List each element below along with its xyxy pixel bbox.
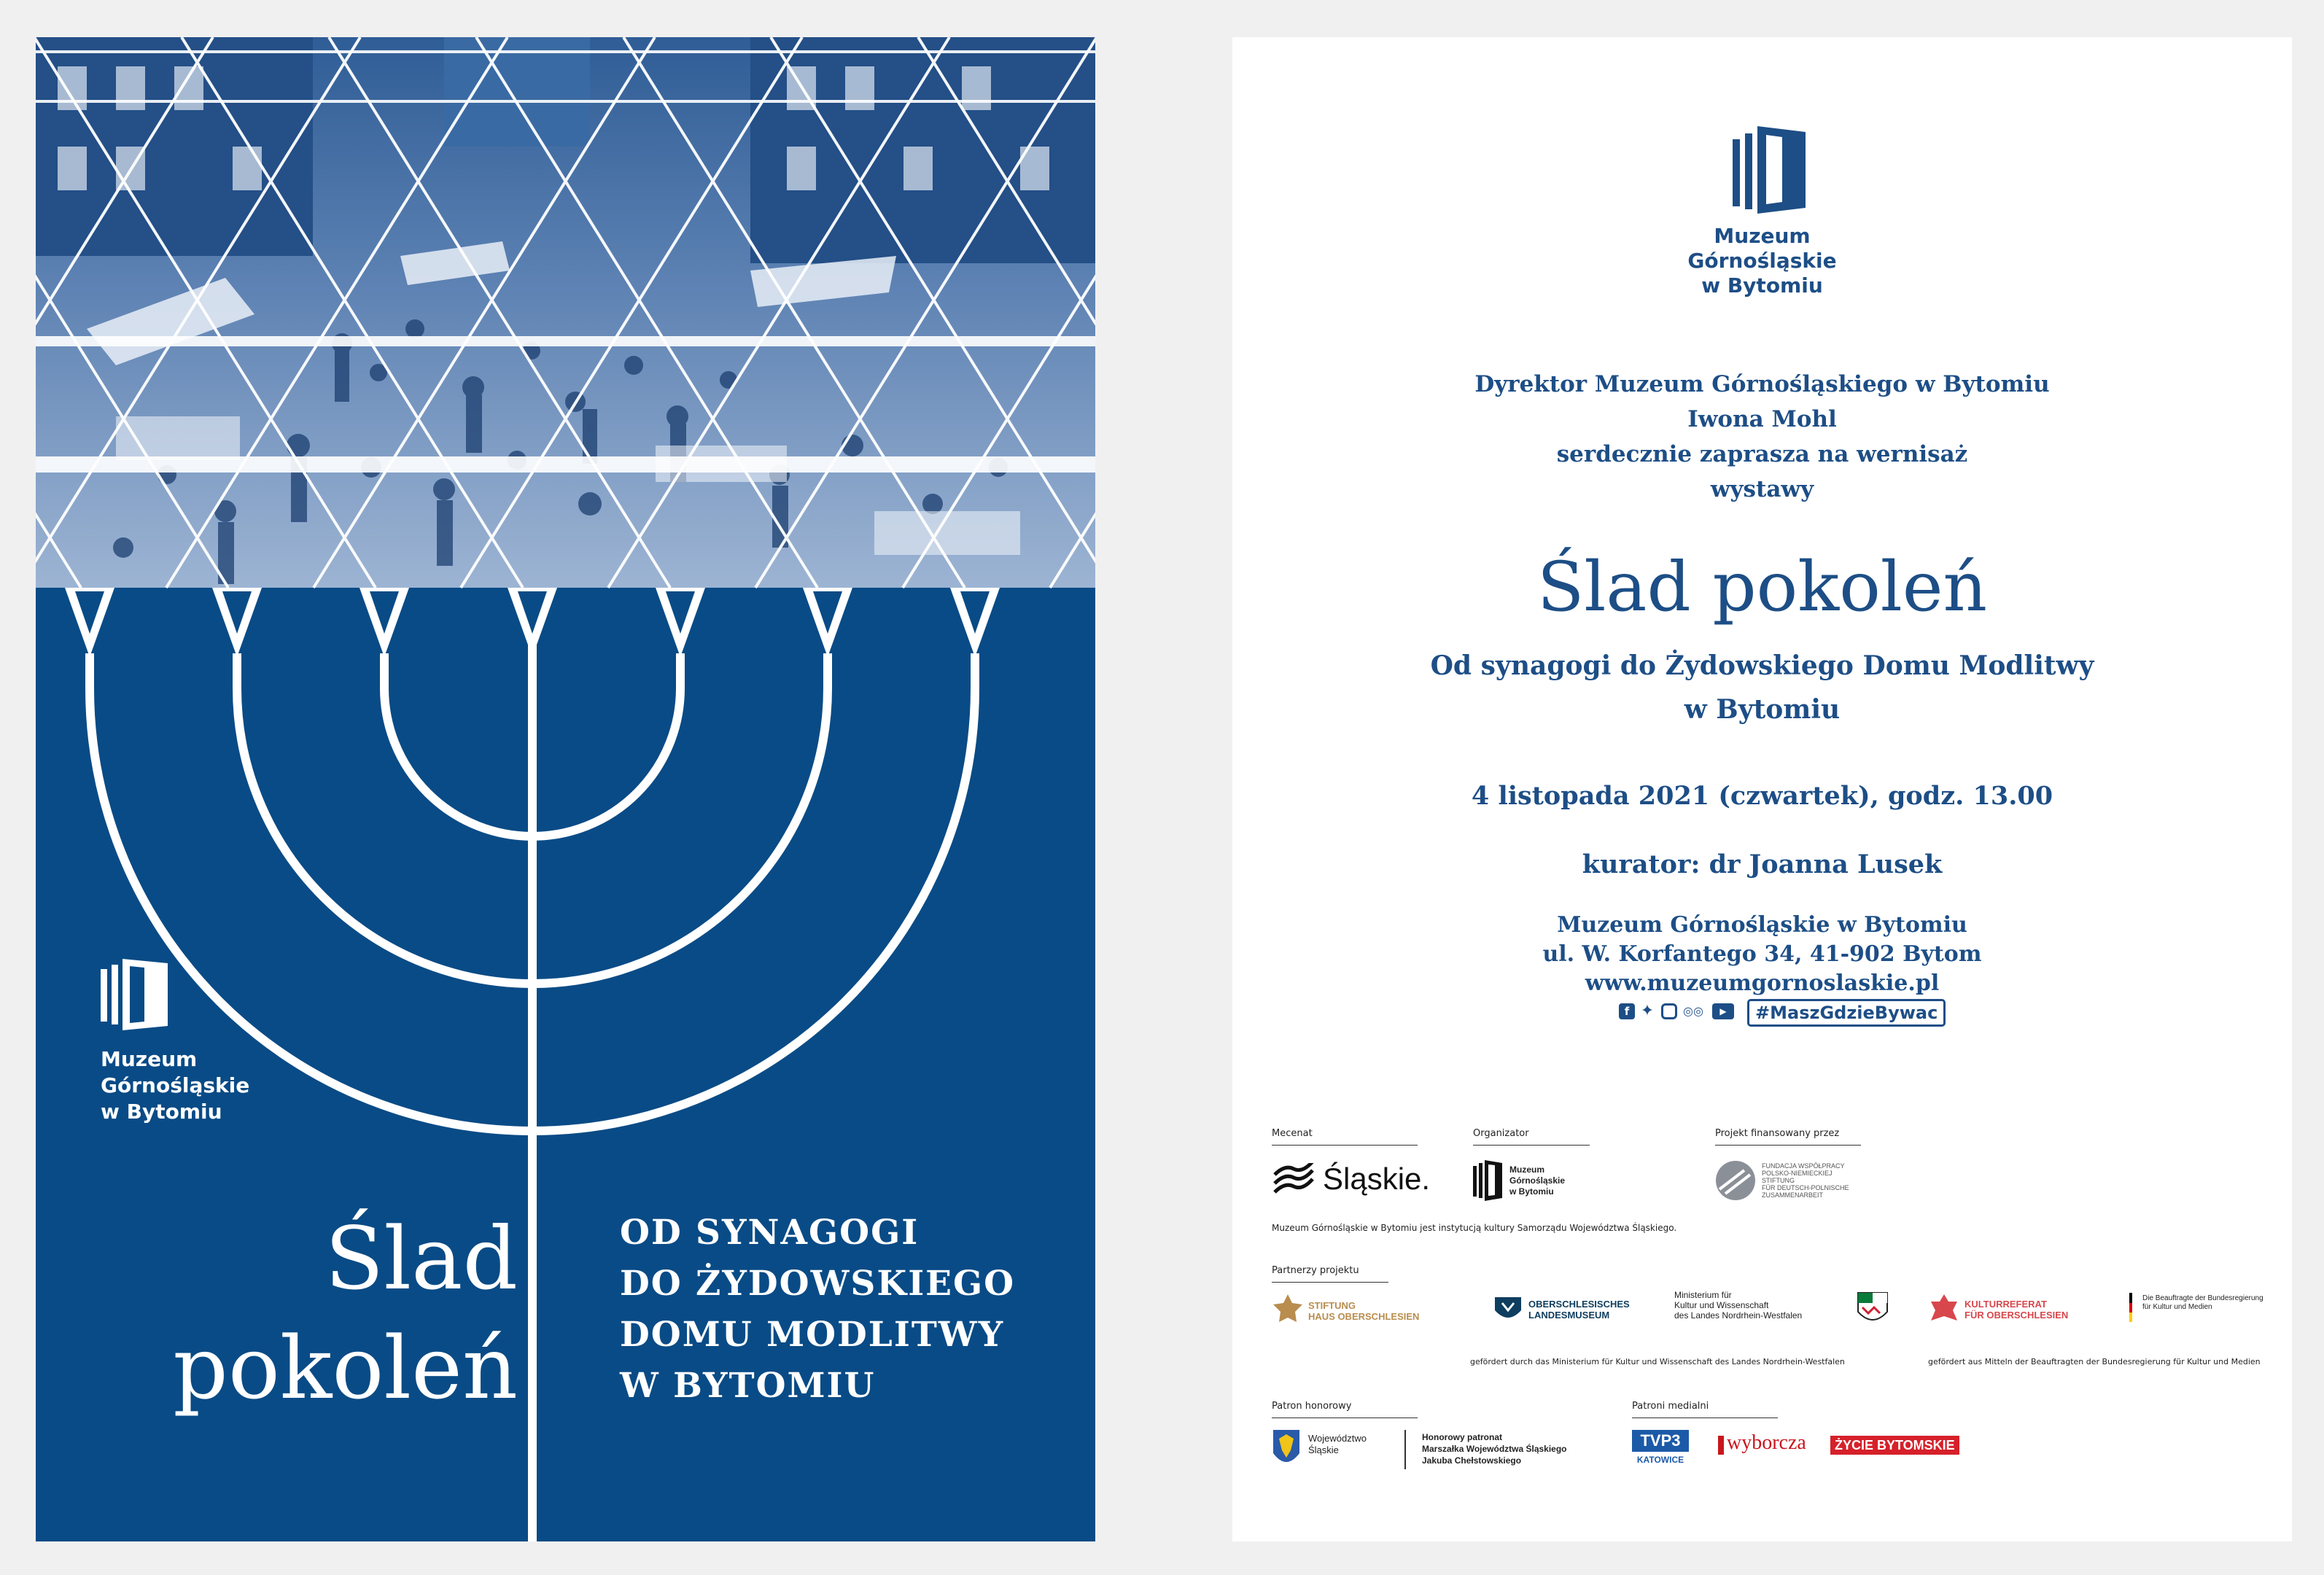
poster-title-line: Ślad — [324, 1208, 518, 1309]
event-date: 4 listopada 2021 (czwartek), godz. 13.00 — [1471, 781, 2053, 811]
social-media-row — [1619, 999, 1938, 1032]
institution-note: Muzeum Górnośląskie w Bytomiu jest instytucją kultury Samorządu Województwa Śląskiego. — [1272, 1223, 1677, 1233]
landesmuseum-name — [1528, 1299, 1630, 1321]
street-photo — [36, 37, 1095, 588]
curator: kurator: dr Joanna Lusek — [1582, 849, 1943, 879]
museum-address — [1232, 911, 2292, 998]
museum-name-line: w Bytomiu — [1701, 273, 1823, 298]
website-link[interactable]: www.muzeumgornoslaskie.pl — [1585, 971, 1940, 996]
host-line: Dyrektor Muzeum Górnośląskiego w Bytomiu — [1474, 371, 2050, 397]
host-line: wystawy — [1710, 476, 1814, 502]
invitation-card — [1232, 37, 2292, 1541]
financed-by-label: Projekt finansowany przez — [1715, 1128, 1840, 1139]
youtube-icon[interactable]: ▶ — [1712, 1003, 1734, 1019]
wyborcza-mark — [1718, 1436, 1724, 1455]
kulturreferat-name — [1964, 1299, 2068, 1321]
landesmuseum-logo-icon — [1492, 1293, 1524, 1325]
wojewodztwo-line: Śląskie — [1308, 1444, 1339, 1455]
organizer-line: Górnośląskie — [1509, 1175, 1566, 1186]
landesmuseum-line: LANDESMUSEUM — [1528, 1310, 1610, 1321]
stiftung-line: STIFTUNG — [1308, 1300, 1356, 1311]
ministerium-name — [1674, 1290, 1802, 1321]
facebook-icon[interactable]: f — [1619, 1003, 1635, 1019]
divider — [1272, 1145, 1418, 1146]
kulturreferat-line: FÜR OBERSCHLESIEN — [1964, 1310, 2069, 1321]
museum-logo-icon — [1733, 126, 1806, 214]
exhibition-title: Ślad pokoleń — [1536, 548, 1988, 627]
fundacja-logo-icon — [1715, 1160, 1756, 1201]
stiftung-logo-icon — [1272, 1293, 1304, 1325]
patronat-line: Jakuba Chełstowskiego — [1422, 1455, 1522, 1466]
ministerium-line: des Landes Nordrhein-Westfalen — [1674, 1310, 1803, 1321]
host-invitation-text — [1232, 367, 2292, 507]
divider — [1473, 1145, 1590, 1146]
subtitle-line: Od synagogi do Żydowskiego Domu Modlitwy — [1430, 650, 2094, 681]
zycie-bytomskie-logo: ŻYCIE BYTOMSKIE — [1830, 1436, 1959, 1455]
wyborcza-logo: wyborcza — [1727, 1431, 1806, 1454]
museum-name-line: w Bytomiu — [101, 1100, 222, 1124]
tvp3-city: KATOWICE — [1636, 1455, 1684, 1465]
instagram-icon[interactable] — [1661, 1003, 1677, 1019]
tripadvisor-icon[interactable]: ◎◎ — [1683, 1004, 1703, 1018]
organizator-label: Organizator — [1473, 1128, 1529, 1139]
beauftragte-line: für Kultur und Medien — [2142, 1303, 2212, 1311]
subtitle-line: w Bytomiu — [1684, 694, 1841, 725]
invitation-museum-name — [1232, 224, 2292, 298]
fundacja-line: POLSKO-NIEMIECKIEJ — [1762, 1170, 1833, 1177]
divider — [1272, 1282, 1388, 1283]
host-line: serdecznie zaprasza na wernisaż — [1556, 441, 1968, 467]
stiftung-line: HAUS OBERSCHLESIEN — [1308, 1311, 1420, 1322]
twitter-icon[interactable]: ✦ — [1640, 1002, 1655, 1020]
museum-name-line: Górnośląskie — [1687, 249, 1837, 273]
german-flag-icon — [2129, 1293, 2140, 1322]
beauftragte-line: Die Beauftragte der Bundesregierung — [2142, 1294, 2263, 1302]
wojewodztwo-name — [1308, 1433, 1367, 1456]
gefoerdert-note-1: gefördert durch das Ministerium für Kultur und Wissenschaft des Landes Nordrhein-Westfalen — [1470, 1357, 1845, 1366]
fundacja-line: ZUSAMMENARBEIT — [1762, 1191, 1824, 1199]
organizer-line: w Bytomiu — [1509, 1186, 1554, 1197]
poster-subtitle-line: W BYTOMIU — [620, 1366, 876, 1406]
poster-subtitle — [620, 1208, 1015, 1412]
address-line: Muzeum Górnośląskie w Bytomiu — [1557, 912, 1967, 938]
slaskie-logo-text: Śląskie. — [1323, 1162, 1431, 1196]
hashtag-badge[interactable]: #MaszGdzieBywac — [1747, 999, 1946, 1027]
museum-name-line: Muzeum — [1714, 224, 1811, 248]
poster-title-line: pokoleń — [173, 1318, 518, 1418]
nrw-coat-of-arms-icon — [1857, 1291, 1889, 1326]
beauftragte-name — [2142, 1294, 2263, 1312]
fundacja-name — [1762, 1162, 1849, 1199]
poster-subtitle-line: DOMU MODLITWY — [620, 1315, 1005, 1355]
partners-label: Partnerzy projektu — [1272, 1265, 1359, 1276]
kulturreferat-logo-icon — [1928, 1293, 1960, 1325]
ministerium-line: Ministerium für — [1674, 1290, 1732, 1300]
organizer-logo-icon — [1473, 1160, 1502, 1201]
poster-subtitle-line: OD SYNAGOGI — [620, 1213, 920, 1253]
address-line: ul. W. Korfantego 34, 41-902 Bytom — [1542, 941, 1982, 967]
wojewodztwo-line: Województwo — [1308, 1433, 1367, 1444]
gefoerdert-note-2: gefördert aus Mitteln der Beauftragten der Bundesregierung für Kultur und Medien — [1928, 1357, 2261, 1366]
ministerium-line: Kultur und Wissenschaft — [1674, 1300, 1769, 1310]
fundacja-line: STIFTUNG — [1762, 1177, 1795, 1184]
exhibition-subtitle — [1232, 644, 2292, 731]
silesia-coat-of-arms-icon — [1272, 1428, 1301, 1469]
patronat-line: Honorowy patronat — [1422, 1432, 1502, 1442]
landesmuseum-line: OBERSCHLESISCHES — [1528, 1299, 1630, 1310]
divider — [1404, 1430, 1406, 1469]
poster-title — [173, 1204, 518, 1423]
divider — [1715, 1145, 1861, 1146]
honorary-patron-label: Patron honorowy — [1272, 1401, 1352, 1412]
media-patrons-label: Patroni medialni — [1632, 1401, 1709, 1412]
stiftung-name — [1308, 1300, 1419, 1322]
poster-subtitle-line: DO ŻYDOWSKIEGO — [620, 1264, 1016, 1304]
patronat-line: Marszałka Województwa Śląskiego — [1422, 1444, 1567, 1454]
exhibition-poster — [36, 37, 1095, 1541]
patronat-text — [1422, 1431, 1567, 1466]
fundacja-line: FÜR DEUTSCH-POLNISCHE — [1762, 1184, 1849, 1191]
organizer-line: Muzeum — [1509, 1164, 1544, 1175]
museum-name-line: Górnośląskie — [101, 1073, 250, 1097]
museum-name-line: Muzeum — [101, 1047, 198, 1071]
tvp3-logo: TVP3 — [1632, 1430, 1689, 1452]
fundacja-line: FUNDACJA WSPÓŁPRACY — [1762, 1162, 1845, 1170]
organizer-name — [1509, 1164, 1565, 1197]
mecenat-label: Mecenat — [1272, 1128, 1313, 1139]
slaskie-logo-icon — [1272, 1163, 1315, 1199]
host-line: Iwona Mohl — [1687, 406, 1837, 432]
kulturreferat-line: KULTURREFERAT — [1964, 1299, 2047, 1310]
poster-museum-name — [101, 1046, 249, 1125]
